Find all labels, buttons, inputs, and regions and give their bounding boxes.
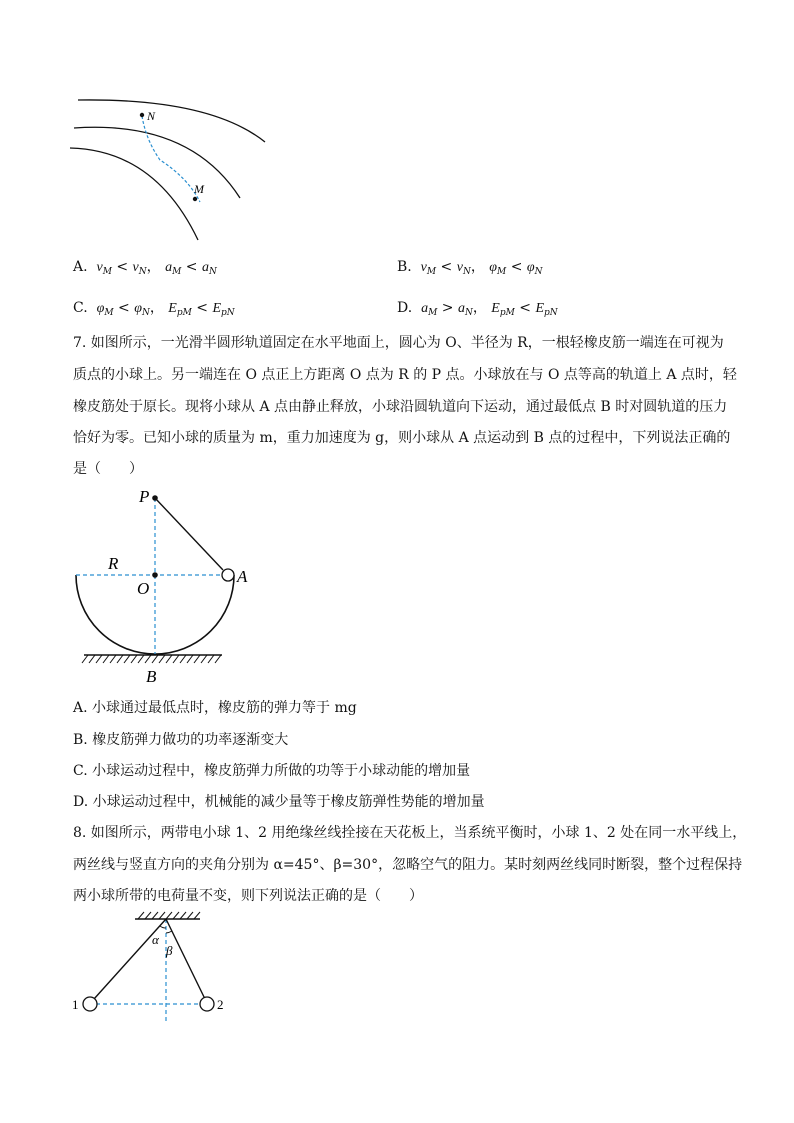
q8-stem-line-1: 8. 如图所示，两带电小球 1、2 用绝缘丝线拴接在天花板上，当系统平衡时，小球 1、2 处在同一水平线上， — [73, 825, 747, 841]
q7-stem-line-4: 恰好为零。已知小球的质量为 m，重力加速度为 g，则小球从 A 点运动到 B 点的过程中，下列说法正确的 — [73, 430, 731, 446]
q7-stem-line-5: 是（ ） — [73, 461, 143, 477]
label-B: B — [146, 667, 157, 686]
alpha-arc — [160, 926, 166, 928]
label-R: R — [108, 554, 119, 573]
point-O — [152, 572, 158, 578]
q8-stem-line-2: 两丝线与竖直方向的夹角分别为 α=45°、β=30°，忽略空气的阻力。某时刻两丝线同时断裂，整个过程保持 — [73, 857, 743, 873]
q7-stem-line-1: 7. 如图所示，一光滑半圆形轨道固定在水平地面上，圆心为 O、半径为 R，一根轻橡皮筋一端连在可视为 — [73, 335, 724, 351]
arc-line-3 — [70, 148, 198, 240]
label-N: N — [147, 109, 156, 123]
q7-option-D: D. 小球运动过程中，机械能的减少量等于橡皮筋弹性势能的增加量 — [73, 794, 485, 810]
label-ball-2: 2 — [217, 997, 224, 1012]
trajectory-dashed — [142, 116, 200, 202]
ground-hatch — [82, 655, 221, 663]
ball-2 — [200, 997, 214, 1011]
q6-figure — [60, 90, 280, 245]
q6-option-D: D. $a_M > a_N$， $E_{pM} < E_{pN}$ — [397, 300, 558, 318]
label-A: A — [237, 567, 248, 586]
label-M: M — [194, 182, 204, 196]
q6-option-B: B. $v_M < v_N$， $\varphi_M < \varphi_N$ — [397, 259, 543, 277]
label-alpha: α — [152, 932, 159, 947]
q7-option-B: B. 橡皮筋弹力做功的功率逐渐变大 — [73, 732, 289, 748]
thread-1 — [94, 919, 166, 999]
point-P — [152, 495, 158, 501]
q7-stem-line-3: 橡皮筋处于原长。现将小球从 A 点由静止释放，小球沿圆轨道向下运动，通过最低点 B 时对圆轨道的压力 — [73, 399, 728, 415]
q6-option-C: C. $\varphi_M < \varphi_N$， $E_{pM} < E_{pN}$ — [73, 300, 235, 318]
label-O: O — [137, 579, 150, 598]
point-N — [140, 113, 144, 117]
arc-line-1 — [78, 100, 265, 142]
ball-A — [222, 569, 234, 581]
q7-figure — [70, 482, 248, 687]
label-ball-1: 1 — [72, 997, 79, 1012]
ball-1 — [83, 997, 97, 1011]
beta-arc — [166, 931, 172, 933]
label-beta: β — [166, 943, 173, 958]
q8-stem-line-3: 两小球所带的电荷量不变，则下列说法正确的是（ ） — [73, 888, 423, 904]
semicircle-track — [76, 575, 234, 654]
q6-option-A: A. $v_M < v_N$， $a_M < a_N$ — [73, 259, 217, 277]
q7-option-C: C. 小球运动过程中，橡皮筋弹力所做的功等于小球动能的增加量 — [73, 763, 471, 779]
arc-line-2 — [74, 127, 240, 198]
rubber-band — [155, 498, 223, 570]
point-M — [193, 197, 197, 201]
q7-stem-line-2: 质点的小球上。另一端连在 O 点正上方距离 O 点为 R 的 P 点。小球放在与 O 点等高的轨道上 A 点时，轻 — [73, 367, 737, 383]
ceiling-hatch — [138, 912, 200, 919]
q7-option-A: A. 小球通过最低点时，橡皮筋的弹力等于 mg — [73, 700, 357, 716]
q8-figure — [68, 908, 238, 1028]
label-P: P — [139, 487, 150, 506]
